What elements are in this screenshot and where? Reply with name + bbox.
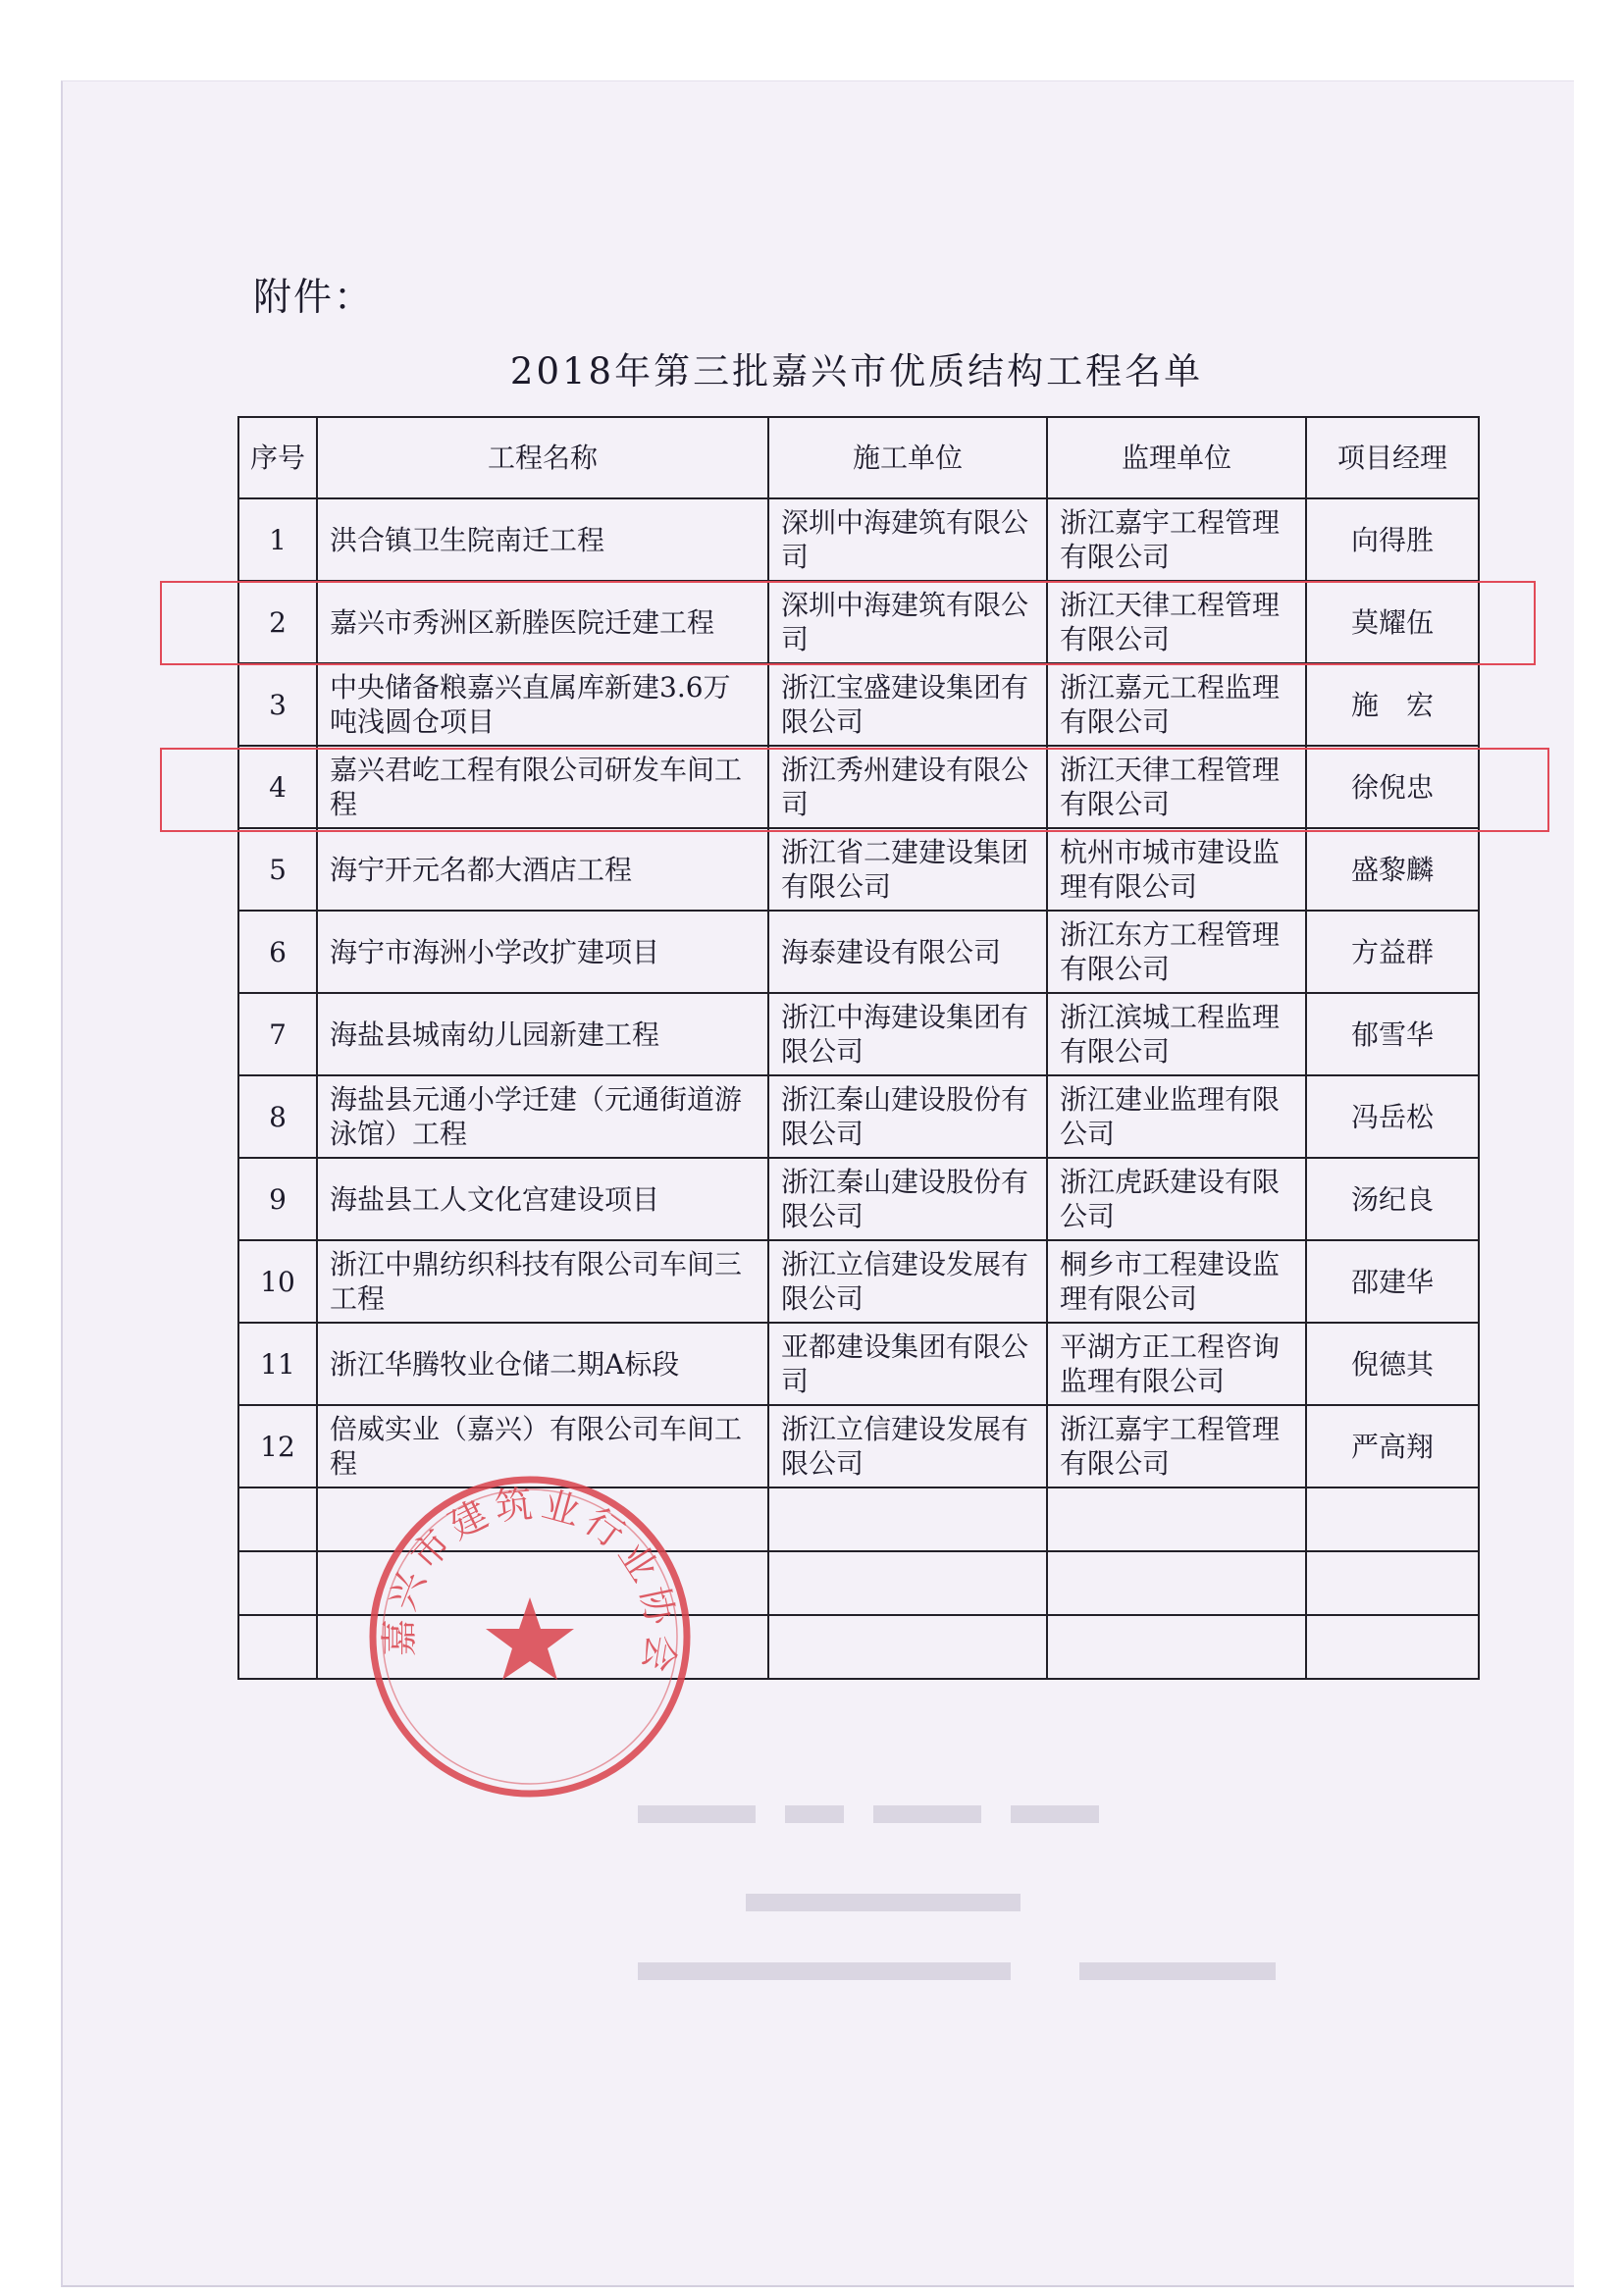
- project-name: 海盐县元通小学迁建（元通街道游泳馆）工程: [317, 1075, 768, 1158]
- project-manager: 徐倪忠: [1306, 746, 1479, 828]
- contractor: 深圳中海建筑有限公司: [768, 498, 1047, 581]
- contractor: 浙江省二建建设集团有限公司: [768, 828, 1047, 911]
- supervisor: 浙江建业监理有限公司: [1047, 1075, 1306, 1158]
- project-name: 浙江华腾牧业仓储二期A标段: [317, 1323, 768, 1405]
- column-header-manager: 项目经理: [1306, 417, 1479, 498]
- table-row: [238, 1323, 1479, 1405]
- project-manager: 施 宏: [1306, 663, 1479, 746]
- supervisor: 桐乡市工程建设监理有限公司: [1047, 1240, 1306, 1323]
- bleed-through-marks: [628, 1796, 1472, 2011]
- contractor: 浙江秀州建设有限公司: [768, 746, 1047, 828]
- row-number: 7: [238, 993, 317, 1075]
- supervisor: 浙江虎跃建设有限公司: [1047, 1158, 1306, 1240]
- contractor: 亚都建设集团有限公司: [768, 1323, 1047, 1405]
- supervisor: 浙江东方工程管理有限公司: [1047, 911, 1306, 993]
- row-number: 11: [238, 1323, 317, 1405]
- attachment-label: 附件：: [253, 276, 375, 320]
- column-header-seq: 序号: [238, 417, 317, 498]
- row-number: 6: [238, 911, 317, 993]
- project-manager: 方益群: [1306, 911, 1479, 993]
- project-name: 浙江中鼎纺织科技有限公司车间三工程: [317, 1240, 768, 1323]
- table-row: [238, 993, 1479, 1075]
- project-name: 海宁市海洲小学改扩建项目: [317, 911, 768, 993]
- contractor: 浙江秦山建设股份有限公司: [768, 1158, 1047, 1240]
- project-manager: 盛黎麟: [1306, 828, 1479, 911]
- highlight-box-row-4: [160, 748, 1549, 832]
- project-manager: 严高翔: [1306, 1405, 1479, 1487]
- supervisor: 浙江滨城工程监理有限公司: [1047, 993, 1306, 1075]
- supervisor: 杭州市城市建设监理有限公司: [1047, 828, 1306, 911]
- contractor: 浙江中海建设集团有限公司: [768, 993, 1047, 1075]
- table-row: [238, 1075, 1479, 1158]
- project-name: 嘉兴君屹工程有限公司研发车间工程: [317, 746, 768, 828]
- table-row: [238, 911, 1479, 993]
- contractor: 海泰建设有限公司: [768, 911, 1047, 993]
- table-row: [238, 828, 1479, 911]
- project-name: 洪合镇卫生院南迁工程: [317, 498, 768, 581]
- project-manager: 向得胜: [1306, 498, 1479, 581]
- table-row: [238, 1240, 1479, 1323]
- seal-star-icon: [486, 1597, 574, 1680]
- project-manager: 郁雪华: [1306, 993, 1479, 1075]
- row-number: 4: [238, 746, 317, 828]
- table-row: [238, 498, 1479, 581]
- supervisor: 浙江嘉宇工程管理有限公司: [1047, 498, 1306, 581]
- supervisor: 浙江天律工程管理有限公司: [1047, 581, 1306, 663]
- contractor: 浙江秦山建设股份有限公司: [768, 1075, 1047, 1158]
- table-header-row: [238, 417, 1479, 498]
- project-manager: 汤纪良: [1306, 1158, 1479, 1240]
- row-number: 3: [238, 663, 317, 746]
- project-manager: 莫耀伍: [1306, 581, 1479, 663]
- row-number: 5: [238, 828, 317, 911]
- project-name: 海盐县城南幼儿园新建工程: [317, 993, 768, 1075]
- column-header-supervisor: 监理单位: [1047, 417, 1306, 498]
- official-seal: [363, 1470, 697, 1803]
- table-row: [238, 663, 1479, 746]
- row-number: 9: [238, 1158, 317, 1240]
- row-number: 8: [238, 1075, 317, 1158]
- project-manager: 冯岳松: [1306, 1075, 1479, 1158]
- project-name: 海盐县工人文化宫建设项目: [317, 1158, 768, 1240]
- supervisor: 平湖方正工程咨询监理有限公司: [1047, 1323, 1306, 1405]
- document-title: 2018年第三批嘉兴市优质结构工程名单: [509, 350, 1204, 392]
- table-row: [238, 1158, 1479, 1240]
- project-name: 嘉兴市秀洲区新塍医院迁建工程: [317, 581, 768, 663]
- row-number: 1: [238, 498, 317, 581]
- project-name: 海宁开元名都大酒店工程: [317, 828, 768, 911]
- contractor: 浙江宝盛建设集团有限公司: [768, 663, 1047, 746]
- row-number: 2: [238, 581, 317, 663]
- column-header-contractor: 施工单位: [768, 417, 1047, 498]
- project-manager: 倪德其: [1306, 1323, 1479, 1405]
- row-number: 10: [238, 1240, 317, 1323]
- highlight-box-row-2: [160, 581, 1536, 665]
- project-name: 倍威实业（嘉兴）有限公司车间工程: [317, 1405, 768, 1487]
- contractor: 浙江立信建设发展有限公司: [768, 1240, 1047, 1323]
- seal-text: 嘉兴市建筑业行业协会: [377, 1481, 684, 1681]
- contractor: 浙江立信建设发展有限公司: [768, 1405, 1047, 1487]
- supervisor: 浙江天律工程管理有限公司: [1047, 746, 1306, 828]
- project-manager: 邵建华: [1306, 1240, 1479, 1323]
- row-number: 12: [238, 1405, 317, 1487]
- column-header-project: 工程名称: [317, 417, 768, 498]
- contractor: 深圳中海建筑有限公司: [768, 581, 1047, 663]
- supervisor: 浙江嘉宇工程管理有限公司: [1047, 1405, 1306, 1487]
- supervisor: 浙江嘉元工程监理有限公司: [1047, 663, 1306, 746]
- project-name: 中央储备粮嘉兴直属库新建3.6万吨浅圆仓项目: [317, 663, 768, 746]
